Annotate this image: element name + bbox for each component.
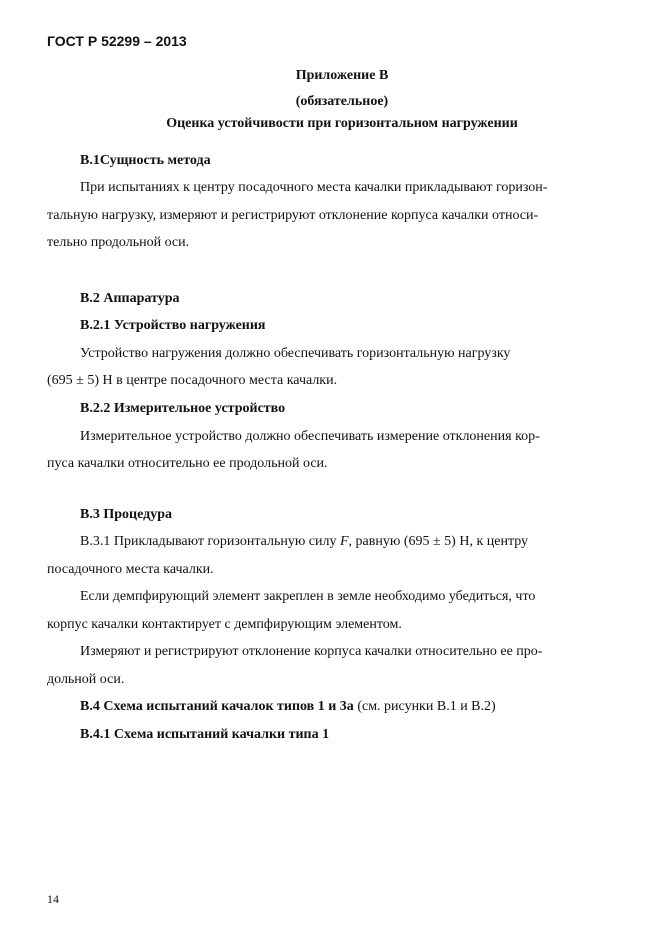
section-b31-text: , равную (695 ± 5) Н, к центру [348,534,529,549]
appendix-status: (обязательное) [295,94,389,109]
section-b3-heading: В.3 Процедура [80,507,172,522]
section-b3-paragraph-line: Если демпфирующий элемент закреплен в земле необходимо убедиться, что [80,589,536,604]
section-b21-heading: В.2.1 Устройство нагружения [80,318,266,333]
section-b4-title: В.4 Схема испытаний качалок типов 1 и 3а [80,699,354,714]
section-b3-paragraph-line: Измеряют и регистрируют отклонение корпуса качалки относительно ее про- [80,644,543,659]
section-b22-heading: В.2.2 Измерительное устройство [80,401,286,416]
figure-reference: (см. рисунки В.1 и В.2) [353,699,496,714]
section-b31-line: посадочного места качалки. [47,562,214,577]
page-number: 14 [47,892,59,906]
section-b21-line: Устройство нагружения должно обеспечивать горизонтальную нагрузку [80,346,511,361]
section-b1-line: тальную нагрузку, измеряют и регистрируют отклонение корпуса качалки относи- [47,208,539,223]
section-b22-line: пуса качалки относительно ее продольной оси. [47,456,328,471]
force-symbol: F [339,534,349,549]
section-b21-line: (695 ± 5) Н в центре посадочного места качалки. [47,373,338,388]
section-b31-text: В.3.1 Прикладывают горизонтальную силу [80,534,340,549]
appendix-title: Приложение В [295,68,389,83]
section-b3-paragraph-line: дольной оси. [47,672,125,687]
section-b1-line: тельно продольной оси. [47,235,190,250]
section-b4-heading [80,699,496,715]
section-b1-line: При испытаниях к центру посадочного места качалки прикладывают горизон- [80,180,548,195]
section-b41-heading: В.4.1 Схема испытаний качалки типа 1 [80,727,330,742]
appendix-subject: Оценка устойчивости при горизонтальном нагружении [166,116,518,131]
section-b3-paragraph-line: корпус качалки контактирует с демпфирующим элементом. [47,617,402,632]
section-b22-line: Измерительное устройство должно обеспечивать измерение отклонения кор- [80,429,540,444]
section-b2-heading: В.2 Аппаратура [80,291,180,306]
section-b31-line [80,534,528,550]
document-code: ГОСТ Р 52299 – 2013 [47,33,187,49]
section-b1-heading: В.1Сущность метода [80,153,211,168]
